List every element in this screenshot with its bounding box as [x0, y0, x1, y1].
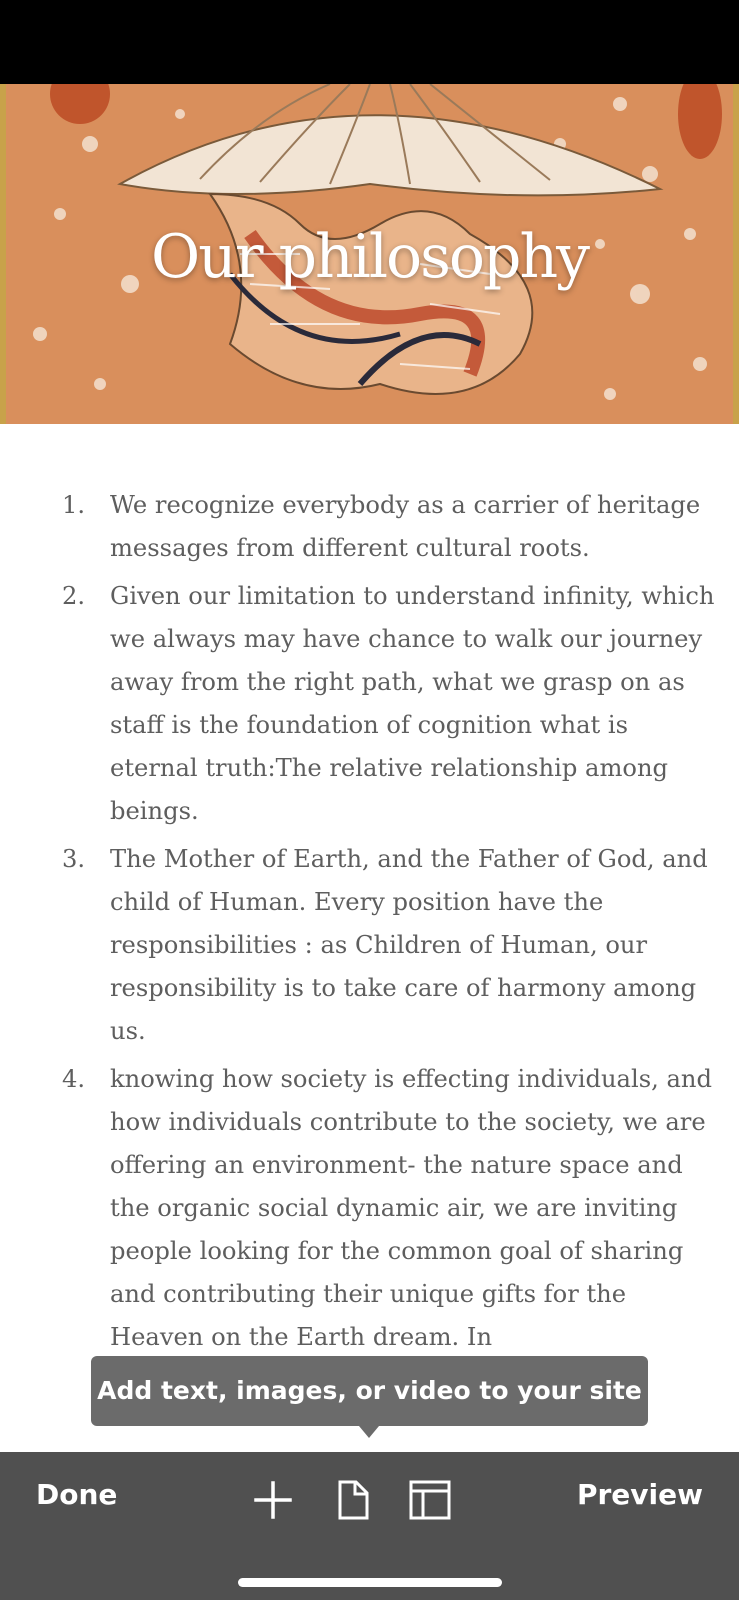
content-area[interactable]	[0, 424, 739, 1452]
list-number: 1.	[62, 491, 86, 519]
status-bar	[0, 0, 739, 84]
page-icon	[333, 1478, 373, 1522]
done-button[interactable]: Done	[36, 1478, 118, 1511]
list-item[interactable]	[62, 1058, 722, 1359]
list-item[interactable]	[62, 575, 722, 833]
layout-icon	[408, 1478, 452, 1522]
list-item-text: Given our limitation to understand infinity, which we always may have chance to walk our journey away from the right path, what we grasp on as staff is the foundation of cognition what is eternal truth:The relative relationship among beings.	[110, 582, 715, 825]
tooltip-arrow	[359, 1426, 379, 1438]
list-item-text: We recognize everybody as a carrier of heritage messages from different cultural roots.	[110, 491, 701, 562]
add-content-button[interactable]	[253, 1478, 293, 1522]
home-indicator[interactable]	[238, 1578, 502, 1587]
hero-banner	[0, 84, 739, 424]
add-content-tooltip: Add text, images, or video to your site	[91, 1356, 648, 1426]
list-number: 2.	[62, 582, 86, 610]
list-item[interactable]	[62, 484, 722, 570]
layout-button[interactable]	[408, 1478, 452, 1522]
philosophy-list[interactable]	[62, 484, 722, 1364]
list-number: 3.	[62, 845, 86, 873]
page-title[interactable]: Our philosophy	[151, 222, 588, 292]
plus-icon	[253, 1478, 293, 1522]
list-number: 4.	[62, 1065, 86, 1093]
list-item[interactable]	[62, 838, 722, 1053]
preview-button[interactable]: Preview	[576, 1478, 703, 1511]
pages-button[interactable]	[333, 1478, 373, 1522]
list-item-text: knowing how society is effecting individuals, and how individuals contribute to the society, we are offering an environment- the nature space and the organic social dynamic air, we are inviting people looking for the common goal of sharing and contributing their unique gifts for the Heaven on the Earth dream. In	[110, 1065, 712, 1351]
list-item-text: The Mother of Earth, and the Father of God, and child of Human. Every position have the responsibilities : as Children of Human, our responsibility is to take care of harmony among us.	[110, 845, 708, 1045]
